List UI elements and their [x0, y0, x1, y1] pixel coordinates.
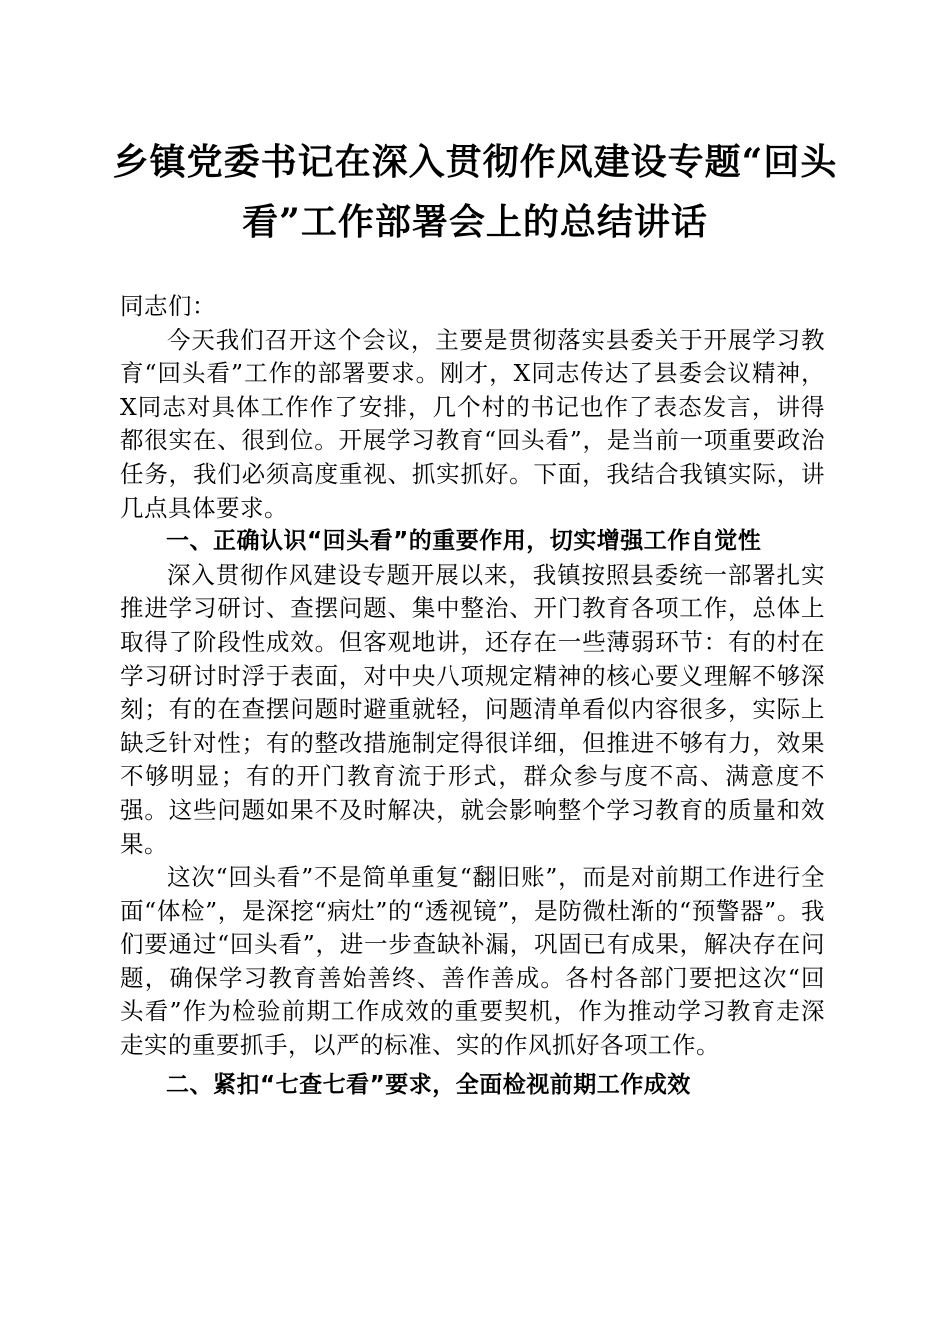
document-body: [120, 290, 825, 1102]
document-title: 乡镇党委书记在深入贯彻作风建设专题“回头看”工作部署会上的总结讲话: [112, 141, 838, 243]
intro-paragraph: 今天我们召开这个会议，主要是贯彻落实县委关于开展学习教育“回头看”工作的部署要求。刚才，X同志传达了县委会议精神，X同志对具体工作作了安排，几个村的书记也作了表态发言，讲得都很实在、很到位。开展学习教育“回头看”，是当前一项重要政治任务，我们必须高度重视、抓实抓好。下面，我结合我镇实际，讲几点具体要求。: [120, 325, 825, 522]
section-2-heading: 二、紧扣“七查七看”要求，全面检视前期工作成效: [166, 1071, 691, 1098]
section-1-paragraph-1: 深入贯彻作风建设专题开展以来，我镇按照县委统一部署扎实推进学习研讨、查摆问题、集中整治、开门教育各项工作，总体上取得了阶段性成效。但客观地讲，还存在一些薄弱环节：有的村在学习研讨时浮于表面，对中央八项规定精神的核心要义理解不够深刻；有的在查摆问题时避重就轻，问题清单看似内容很多，实际上缺乏针对性；有的整改措施制定得很详细，但推进不够有力，效果不够明显；有的开门教育流于形式，群众参与度不高、满意度不强。这些问题如果不及时解决，就会影响整个学习教育的质量和效果。: [120, 560, 825, 858]
section-1-heading: 一、正确认识“回头看”的重要作用，切实增强工作自觉性: [166, 528, 762, 555]
salutation: 同志们：: [120, 292, 216, 320]
section-1-paragraph-2: 这次“回头看”不是简单重复“翻旧账”，而是对前期工作进行全面“体检”，是深挖“病灶”的“透视镜”，是防微杜渐的“预警器”。我们要通过“回头看”，进一步查缺补漏，巩固已有成果，解决存在问题，确保学习教育善始善终、善作善成。各村各部门要把这次“回头看”作为检验前期工作成效的重要契机，作为推动学习教育走深走实的重要抓手，以严的标准、实的作风抓好各项工作。: [120, 863, 825, 1060]
